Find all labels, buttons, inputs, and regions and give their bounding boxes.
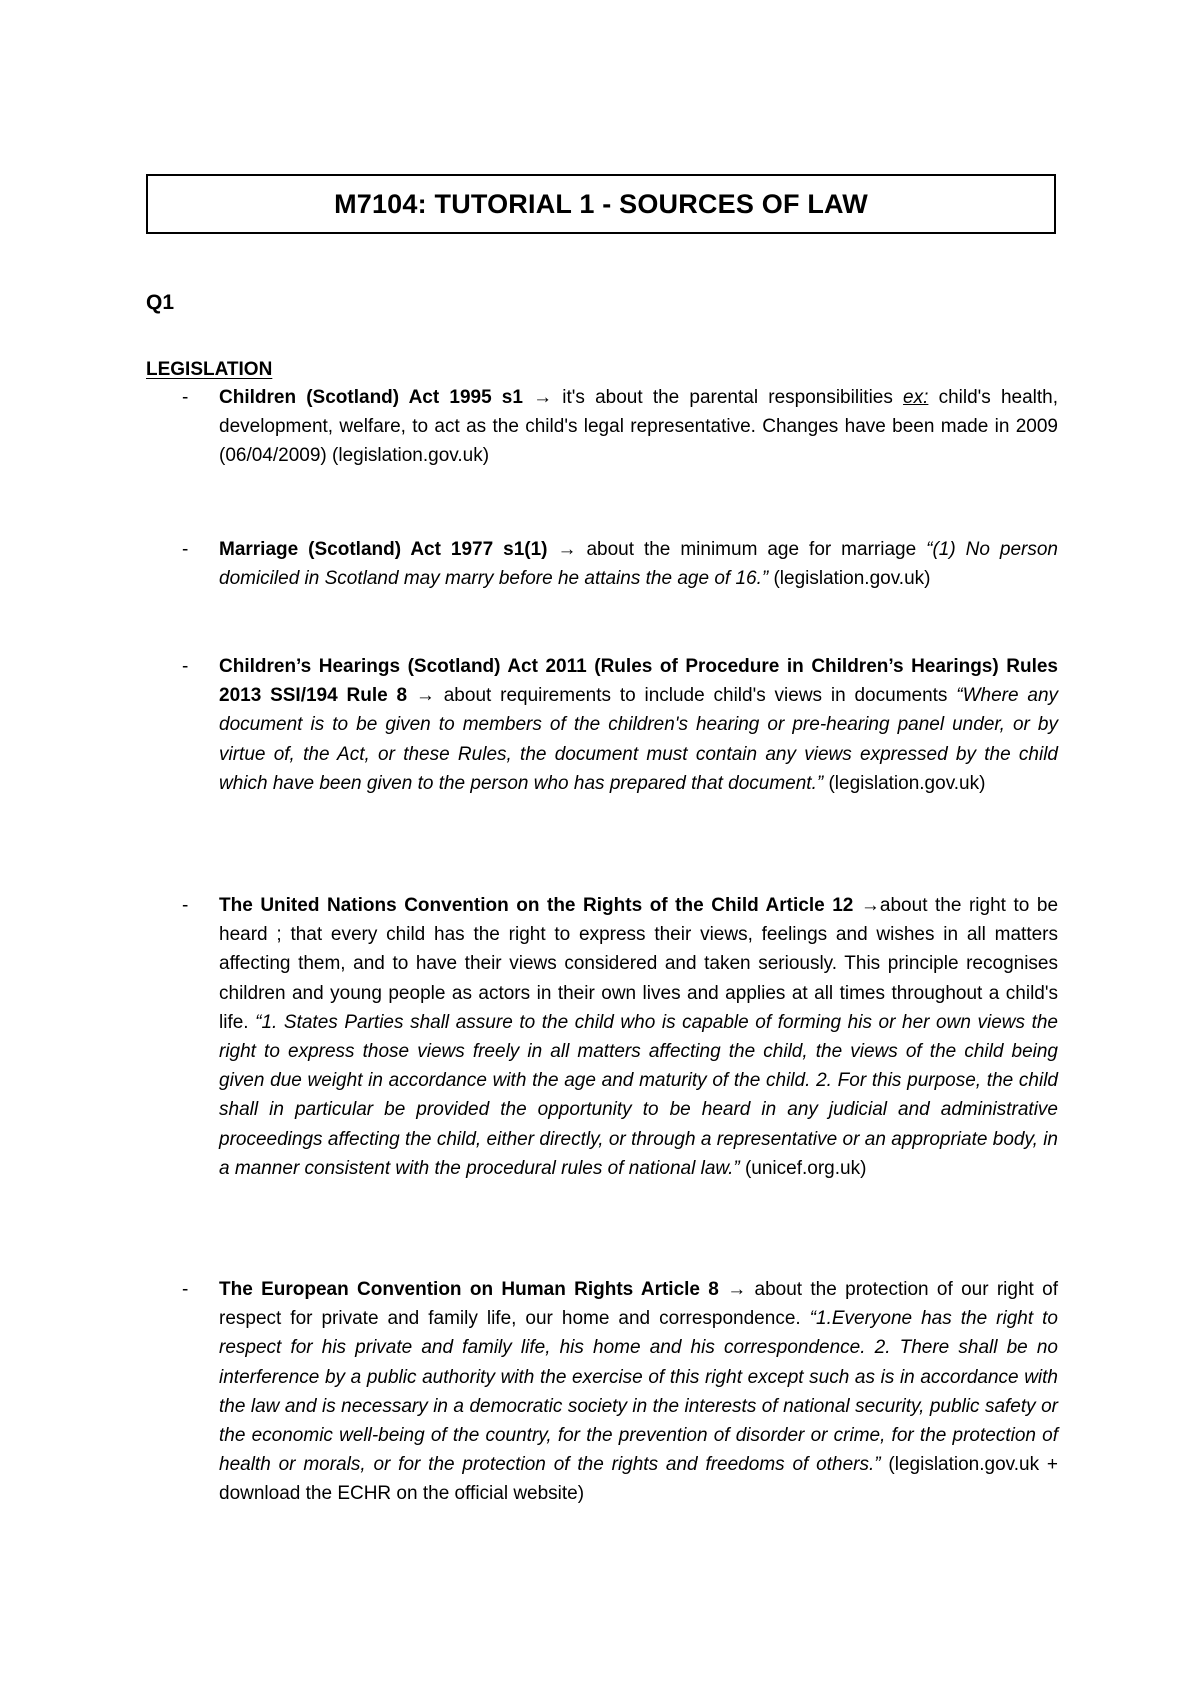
question-heading: Q1 (146, 291, 175, 314)
quoted-provision: “(1) No person domiciled in Scotland may marry before he attains the age of 16.” (219, 539, 1058, 590)
description-text: →about the right to be heard ; that every child has the right to express their views, feelings and wishes in all matters affecting them, and to have their views considered and taken seriously. This principle recognises children and young people as actors in their own lives and applies at all times throughout a child's life. (219, 895, 1059, 1033)
list-item-uncrc-article-12 (146, 891, 1058, 1183)
description-text: → about the minimum age for marriage (547, 539, 927, 560)
description-text: → about the protection of our right of respect for private and family life, our home and correspondence. (219, 1279, 1058, 1330)
bullet-dash: - (182, 895, 189, 916)
source-reference: (legislation.gov.uk) (823, 772, 986, 794)
quoted-provision: “Where any document is to be given to members of the children's hearing or pre-hearing panel under, or by virtue of, the Act, or these Rules, the document must contain any views expressed by the child which have been given to the person who has prepared that document.” (219, 685, 1059, 794)
bullet-dash: - (182, 656, 189, 677)
quoted-provision: “1.Everyone has the right to respect for his private and family life, his home and his correspondence. 2. There shall be no interference by a public authority with the exercise of this right except such as is in accordance with the law and is necessary in a democratic society in the interests of national security, public safety or the economic well-being of the country, for the prevention of disorder or crime, for the protection of health or morals, or for the protection of the rights and freedoms of others.” (219, 1308, 1058, 1476)
example-marker: ex: (903, 387, 929, 408)
legislation-name: Children (Scotland) Act 1995 s1 (219, 387, 523, 408)
list-item-text (219, 652, 1058, 798)
source-reference: (legislation.gov.uk) (768, 568, 931, 590)
description-rest: child's health, development, welfare, to act as the child's legal representative. Changes have been made in 2009 (06/04/2009) (legislation.gov.uk) (219, 387, 1058, 467)
list-item-text (219, 383, 1058, 471)
description-text: → about requirements to include child's views in documents (407, 685, 957, 707)
description-text: → it's about the parental responsibilities (522, 387, 904, 408)
list-item-text (219, 535, 1058, 593)
legislation-name: Marriage (Scotland) Act 1977 s1(1) (219, 539, 548, 560)
legislation-name: The European Convention on Human Rights Article 8 (219, 1279, 719, 1300)
section-heading-legislation: LEGISLATION (146, 359, 273, 380)
list-item-children-scotland-act (146, 383, 1058, 471)
bullet-dash: - (182, 1279, 189, 1300)
list-item-text (219, 1275, 1058, 1509)
title-box (146, 174, 1056, 234)
source-reference: (legislation.gov.uk + download the ECHR on the official website) (219, 1454, 1059, 1505)
list-item-text (219, 891, 1058, 1183)
legislation-name: Children’s Hearings (Scotland) Act 2011 (Rules of Procedure in Children’s Hearings) Rules 2013 SSI/194 Rule 8 (219, 656, 1058, 707)
source-reference: (unicef.org.uk) (739, 1157, 867, 1179)
bullet-dash: - (182, 539, 189, 560)
list-item-marriage-scotland-act (146, 535, 1058, 593)
legislation-name: The United Nations Convention on the Rights of the Child Article 12 (219, 895, 854, 916)
list-item-echr-article-8 (146, 1275, 1058, 1509)
list-item-childrens-hearings-act (146, 652, 1058, 798)
bullet-dash: - (182, 387, 189, 408)
document-title: M7104: TUTORIAL 1 - SOURCES OF LAW (334, 188, 868, 219)
quoted-provision: “1. States Parties shall assure to the child who is capable of forming his or her own views the right to express those views freely in all matters affecting the child, the views of the child being given due weight in accordance with the age and maturity of the child. 2. For this purpose, the child shall in particular be provided the opportunity to be heard in any judicial and administrative proceedings affecting the child, either directly, or through a representative or an appropriate body, in a manner consistent with the procedural rules of national law.” (219, 1011, 1058, 1179)
